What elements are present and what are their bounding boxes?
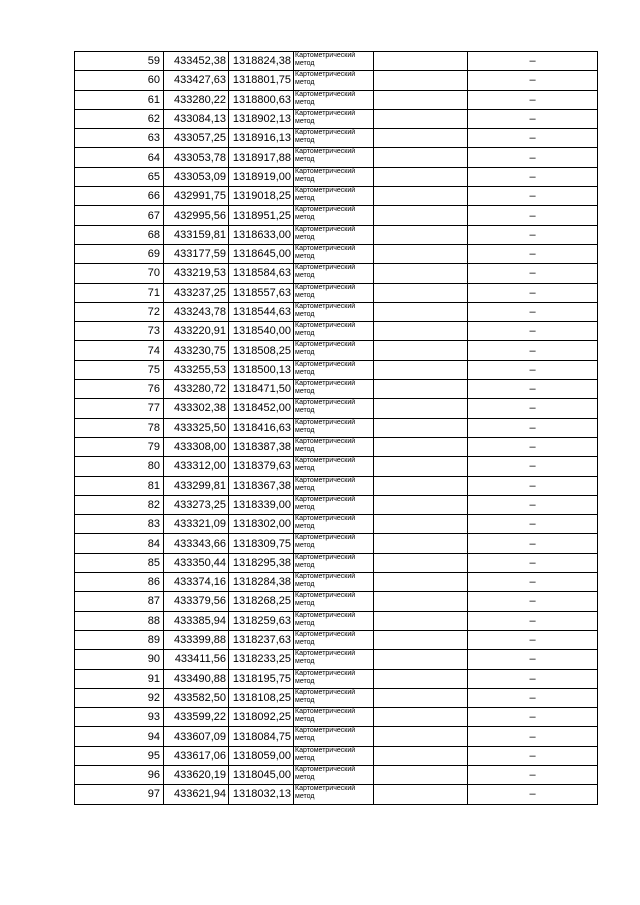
empty-cell xyxy=(374,669,468,688)
point-number: 76 xyxy=(75,380,164,399)
table-row xyxy=(75,129,598,148)
empty-cell xyxy=(374,341,468,360)
table-row xyxy=(75,244,598,263)
point-number: 92 xyxy=(75,688,164,707)
method: Картометрический метод xyxy=(294,765,374,784)
point-number: 74 xyxy=(75,341,164,360)
dash-cell: – xyxy=(468,592,598,611)
point-number: 95 xyxy=(75,746,164,765)
coord-y: 1318916,13 xyxy=(229,129,294,148)
dash-cell: – xyxy=(468,650,598,669)
method: Картометрический метод xyxy=(294,90,374,109)
table-row xyxy=(75,187,598,206)
coord-y: 1318379,63 xyxy=(229,457,294,476)
coord-x: 433321,09 xyxy=(164,515,229,534)
coord-y: 1318584,63 xyxy=(229,264,294,283)
empty-cell xyxy=(374,399,468,418)
coord-y: 1318917,88 xyxy=(229,148,294,167)
table-row xyxy=(75,437,598,456)
table-row xyxy=(75,283,598,302)
empty-cell xyxy=(374,515,468,534)
coord-y: 1318801,75 xyxy=(229,71,294,90)
method: Картометрический метод xyxy=(294,669,374,688)
dash-cell: – xyxy=(468,52,598,71)
point-number: 81 xyxy=(75,476,164,495)
table-row xyxy=(75,71,598,90)
dash-cell: – xyxy=(468,418,598,437)
point-number: 82 xyxy=(75,495,164,514)
method: Картометрический метод xyxy=(294,437,374,456)
table-row xyxy=(75,746,598,765)
point-number: 91 xyxy=(75,669,164,688)
empty-cell xyxy=(374,765,468,784)
empty-cell xyxy=(374,52,468,71)
table-row xyxy=(75,630,598,649)
coord-y: 1318367,38 xyxy=(229,476,294,495)
table-row xyxy=(75,592,598,611)
coord-x: 433243,78 xyxy=(164,302,229,321)
coord-x: 433617,06 xyxy=(164,746,229,765)
point-number: 86 xyxy=(75,573,164,592)
dash-cell: – xyxy=(468,669,598,688)
point-number: 68 xyxy=(75,225,164,244)
table-row xyxy=(75,52,598,71)
coordinates-table xyxy=(74,51,598,805)
dash-cell: – xyxy=(468,765,598,784)
coord-y: 1318309,75 xyxy=(229,534,294,553)
point-number: 78 xyxy=(75,418,164,437)
point-number: 96 xyxy=(75,765,164,784)
coord-x: 433220,91 xyxy=(164,322,229,341)
coord-x: 433582,50 xyxy=(164,688,229,707)
point-number: 94 xyxy=(75,727,164,746)
coord-x: 433607,09 xyxy=(164,727,229,746)
coord-x: 433219,53 xyxy=(164,264,229,283)
method: Картометрический метод xyxy=(294,244,374,263)
empty-cell xyxy=(374,264,468,283)
coord-y: 1318500,13 xyxy=(229,360,294,379)
coord-y: 1318032,13 xyxy=(229,785,294,804)
dash-cell: – xyxy=(468,534,598,553)
table-row xyxy=(75,148,598,167)
dash-cell: – xyxy=(468,129,598,148)
coord-y: 1318259,63 xyxy=(229,611,294,630)
empty-cell xyxy=(374,129,468,148)
coord-y: 1318108,25 xyxy=(229,688,294,707)
method: Картометрический метод xyxy=(294,708,374,727)
empty-cell xyxy=(374,109,468,128)
table-row xyxy=(75,418,598,437)
table-body xyxy=(75,52,598,805)
dash-cell: – xyxy=(468,109,598,128)
dash-cell: – xyxy=(468,264,598,283)
dash-cell: – xyxy=(468,71,598,90)
point-number: 61 xyxy=(75,90,164,109)
method: Картометрический метод xyxy=(294,476,374,495)
coord-y: 1318919,00 xyxy=(229,167,294,186)
empty-cell xyxy=(374,206,468,225)
empty-cell xyxy=(374,244,468,263)
table-row xyxy=(75,109,598,128)
coord-x: 433621,94 xyxy=(164,785,229,804)
coord-x: 433599,22 xyxy=(164,708,229,727)
empty-cell xyxy=(374,225,468,244)
point-number: 64 xyxy=(75,148,164,167)
coord-x: 433350,44 xyxy=(164,553,229,572)
coord-y: 1318416,63 xyxy=(229,418,294,437)
table-row xyxy=(75,322,598,341)
coord-x: 433620,19 xyxy=(164,765,229,784)
empty-cell xyxy=(374,71,468,90)
coord-x: 433299,81 xyxy=(164,476,229,495)
coord-x: 433379,56 xyxy=(164,592,229,611)
coord-y: 1318800,63 xyxy=(229,90,294,109)
empty-cell xyxy=(374,360,468,379)
method: Картометрический метод xyxy=(294,515,374,534)
method: Картометрический метод xyxy=(294,206,374,225)
method: Картометрический метод xyxy=(294,746,374,765)
coord-y: 1318045,00 xyxy=(229,765,294,784)
coord-y: 1318902,13 xyxy=(229,109,294,128)
point-number: 89 xyxy=(75,630,164,649)
coord-x: 433084,13 xyxy=(164,109,229,128)
empty-cell xyxy=(374,785,468,804)
coord-y: 1318302,00 xyxy=(229,515,294,534)
method: Картометрический метод xyxy=(294,573,374,592)
dash-cell: – xyxy=(468,341,598,360)
coord-x: 433411,56 xyxy=(164,650,229,669)
method: Картометрический метод xyxy=(294,380,374,399)
method: Картометрический метод xyxy=(294,688,374,707)
point-number: 83 xyxy=(75,515,164,534)
coord-x: 433280,72 xyxy=(164,380,229,399)
point-number: 60 xyxy=(75,71,164,90)
coord-x: 433053,78 xyxy=(164,148,229,167)
empty-cell xyxy=(374,708,468,727)
method: Картометрический метод xyxy=(294,322,374,341)
table-row xyxy=(75,360,598,379)
point-number: 85 xyxy=(75,553,164,572)
dash-cell: – xyxy=(468,476,598,495)
table-row xyxy=(75,553,598,572)
point-number: 87 xyxy=(75,592,164,611)
table-row xyxy=(75,765,598,784)
empty-cell xyxy=(374,283,468,302)
coord-y: 1318645,00 xyxy=(229,244,294,263)
method: Картометрический метод xyxy=(294,148,374,167)
method: Картометрический метод xyxy=(294,399,374,418)
coord-x: 433325,50 xyxy=(164,418,229,437)
point-number: 65 xyxy=(75,167,164,186)
method: Картометрический метод xyxy=(294,553,374,572)
dash-cell: – xyxy=(468,244,598,263)
table-row xyxy=(75,515,598,534)
method: Картометрический метод xyxy=(294,52,374,71)
dash-cell: – xyxy=(468,457,598,476)
empty-cell xyxy=(374,148,468,167)
coord-y: 1318951,25 xyxy=(229,206,294,225)
dash-cell: – xyxy=(468,187,598,206)
empty-cell xyxy=(374,573,468,592)
empty-cell xyxy=(374,592,468,611)
method: Картометрический метод xyxy=(294,630,374,649)
table-row xyxy=(75,727,598,746)
method: Картометрический метод xyxy=(294,264,374,283)
point-number: 77 xyxy=(75,399,164,418)
dash-cell: – xyxy=(468,573,598,592)
dash-cell: – xyxy=(468,785,598,804)
coord-x: 433302,38 xyxy=(164,399,229,418)
table-row xyxy=(75,534,598,553)
point-number: 59 xyxy=(75,52,164,71)
point-number: 62 xyxy=(75,109,164,128)
empty-cell xyxy=(374,534,468,553)
dash-cell: – xyxy=(468,206,598,225)
coord-x: 433427,63 xyxy=(164,71,229,90)
method: Картометрический метод xyxy=(294,611,374,630)
coord-x: 432995,56 xyxy=(164,206,229,225)
coord-y: 1318233,25 xyxy=(229,650,294,669)
point-number: 66 xyxy=(75,187,164,206)
point-number: 97 xyxy=(75,785,164,804)
table-row xyxy=(75,167,598,186)
dash-cell: – xyxy=(468,495,598,514)
empty-cell xyxy=(374,476,468,495)
point-number: 63 xyxy=(75,129,164,148)
empty-cell xyxy=(374,495,468,514)
point-number: 73 xyxy=(75,322,164,341)
dash-cell: – xyxy=(468,302,598,321)
coord-y: 1318544,63 xyxy=(229,302,294,321)
point-number: 80 xyxy=(75,457,164,476)
method: Картометрический метод xyxy=(294,495,374,514)
point-number: 93 xyxy=(75,708,164,727)
table-row xyxy=(75,650,598,669)
coord-y: 1318284,38 xyxy=(229,573,294,592)
method: Картометрический метод xyxy=(294,457,374,476)
method: Картометрический метод xyxy=(294,71,374,90)
coord-x: 433159,81 xyxy=(164,225,229,244)
coord-y: 1318092,25 xyxy=(229,708,294,727)
coord-x: 433308,00 xyxy=(164,437,229,456)
dash-cell: – xyxy=(468,148,598,167)
coord-x: 433273,25 xyxy=(164,495,229,514)
dash-cell: – xyxy=(468,553,598,572)
method: Картометрический метод xyxy=(294,187,374,206)
dash-cell: – xyxy=(468,708,598,727)
method: Картометрический метод xyxy=(294,785,374,804)
empty-cell xyxy=(374,688,468,707)
empty-cell xyxy=(374,187,468,206)
dash-cell: – xyxy=(468,167,598,186)
coord-x: 433374,16 xyxy=(164,573,229,592)
table-row xyxy=(75,669,598,688)
method: Картометрический метод xyxy=(294,302,374,321)
table-row xyxy=(75,495,598,514)
coord-y: 1318633,00 xyxy=(229,225,294,244)
method: Картометрический метод xyxy=(294,727,374,746)
method: Картометрический метод xyxy=(294,225,374,244)
empty-cell xyxy=(374,457,468,476)
point-number: 70 xyxy=(75,264,164,283)
table-row xyxy=(75,380,598,399)
table-row xyxy=(75,264,598,283)
coord-x: 433177,59 xyxy=(164,244,229,263)
coord-x: 433343,66 xyxy=(164,534,229,553)
coord-x: 433237,25 xyxy=(164,283,229,302)
point-number: 72 xyxy=(75,302,164,321)
empty-cell xyxy=(374,322,468,341)
dash-cell: – xyxy=(468,225,598,244)
coord-y: 1318195,75 xyxy=(229,669,294,688)
dash-cell: – xyxy=(468,322,598,341)
table-row xyxy=(75,90,598,109)
empty-cell xyxy=(374,167,468,186)
method: Картометрический метод xyxy=(294,650,374,669)
dash-cell: – xyxy=(468,727,598,746)
table-row xyxy=(75,611,598,630)
dash-cell: – xyxy=(468,360,598,379)
table-row xyxy=(75,399,598,418)
coord-y: 1318824,38 xyxy=(229,52,294,71)
method: Картометрический метод xyxy=(294,592,374,611)
coord-x: 433490,88 xyxy=(164,669,229,688)
point-number: 79 xyxy=(75,437,164,456)
empty-cell xyxy=(374,90,468,109)
coord-y: 1318295,38 xyxy=(229,553,294,572)
empty-cell xyxy=(374,746,468,765)
coordinates-sheet xyxy=(74,51,598,805)
empty-cell xyxy=(374,437,468,456)
table-row xyxy=(75,708,598,727)
empty-cell xyxy=(374,727,468,746)
table-row xyxy=(75,457,598,476)
coord-y: 1318387,38 xyxy=(229,437,294,456)
method: Картометрический метод xyxy=(294,167,374,186)
method: Картометрический метод xyxy=(294,129,374,148)
dash-cell: – xyxy=(468,399,598,418)
method: Картометрический метод xyxy=(294,283,374,302)
coord-x: 433312,00 xyxy=(164,457,229,476)
dash-cell: – xyxy=(468,90,598,109)
dash-cell: – xyxy=(468,283,598,302)
table-row xyxy=(75,206,598,225)
point-number: 67 xyxy=(75,206,164,225)
point-number: 84 xyxy=(75,534,164,553)
table-row xyxy=(75,688,598,707)
table-row xyxy=(75,573,598,592)
empty-cell xyxy=(374,380,468,399)
method: Картометрический метод xyxy=(294,109,374,128)
empty-cell xyxy=(374,650,468,669)
point-number: 69 xyxy=(75,244,164,263)
dash-cell: – xyxy=(468,515,598,534)
coord-x: 433280,22 xyxy=(164,90,229,109)
dash-cell: – xyxy=(468,611,598,630)
dash-cell: – xyxy=(468,746,598,765)
empty-cell xyxy=(374,611,468,630)
coord-x: 433057,25 xyxy=(164,129,229,148)
point-number: 71 xyxy=(75,283,164,302)
dash-cell: – xyxy=(468,380,598,399)
coord-y: 1318557,63 xyxy=(229,283,294,302)
coord-y: 1318508,25 xyxy=(229,341,294,360)
point-number: 75 xyxy=(75,360,164,379)
coord-y: 1318540,00 xyxy=(229,322,294,341)
coord-x: 433385,94 xyxy=(164,611,229,630)
dash-cell: – xyxy=(468,630,598,649)
point-number: 88 xyxy=(75,611,164,630)
empty-cell xyxy=(374,302,468,321)
coord-y: 1318084,75 xyxy=(229,727,294,746)
coord-y: 1318237,63 xyxy=(229,630,294,649)
table-row xyxy=(75,341,598,360)
empty-cell xyxy=(374,630,468,649)
table-row xyxy=(75,476,598,495)
coord-y: 1318339,00 xyxy=(229,495,294,514)
method: Картометрический метод xyxy=(294,534,374,553)
table-row xyxy=(75,302,598,321)
coord-y: 1318059,00 xyxy=(229,746,294,765)
empty-cell xyxy=(374,553,468,572)
method: Картометрический метод xyxy=(294,341,374,360)
coord-y: 1318268,25 xyxy=(229,592,294,611)
coord-y: 1318452,00 xyxy=(229,399,294,418)
coord-x: 433255,53 xyxy=(164,360,229,379)
dash-cell: – xyxy=(468,437,598,456)
point-number: 90 xyxy=(75,650,164,669)
coord-y: 1318471,50 xyxy=(229,380,294,399)
coord-x: 433452,38 xyxy=(164,52,229,71)
coord-x: 433399,88 xyxy=(164,630,229,649)
coord-x: 433053,09 xyxy=(164,167,229,186)
method: Картометрический метод xyxy=(294,360,374,379)
coord-y: 1319018,25 xyxy=(229,187,294,206)
table-row xyxy=(75,785,598,804)
coord-x: 433230,75 xyxy=(164,341,229,360)
dash-cell: – xyxy=(468,688,598,707)
table-row xyxy=(75,225,598,244)
method: Картометрический метод xyxy=(294,418,374,437)
empty-cell xyxy=(374,418,468,437)
coord-x: 432991,75 xyxy=(164,187,229,206)
